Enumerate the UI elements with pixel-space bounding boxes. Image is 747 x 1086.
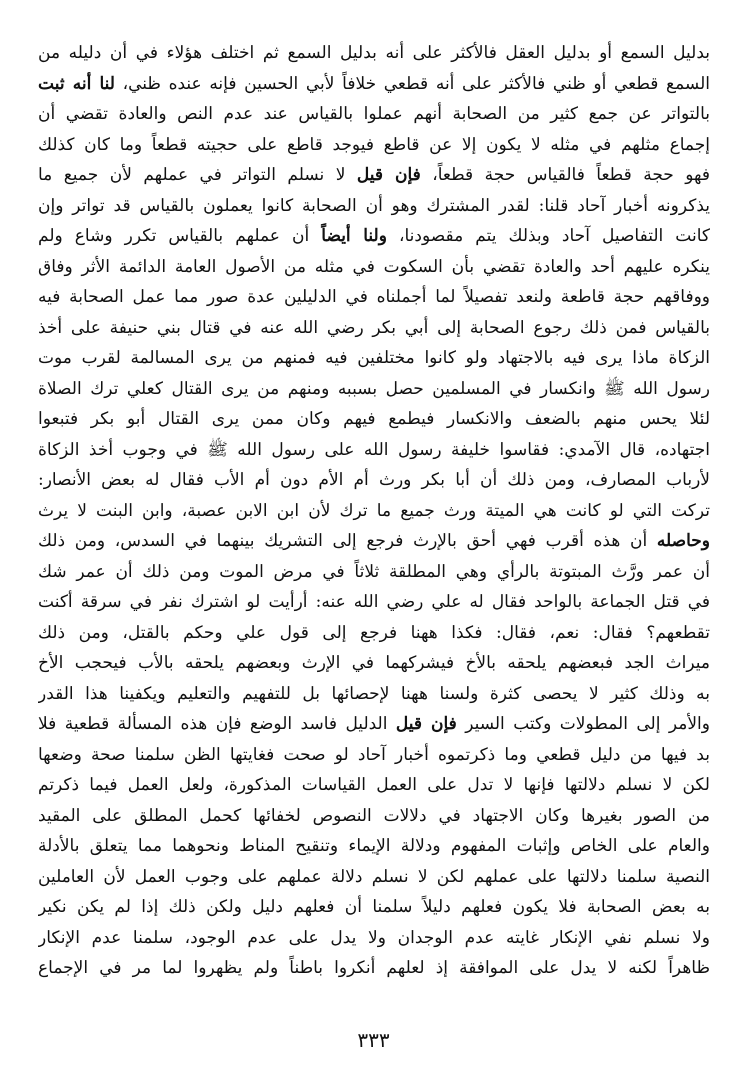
text-line [38, 38, 710, 69]
text-segment: ووفاقهم حجة قاطعة ولنعد تفصيلاً لما أجملناه في الدليلين عدة صور مما عمل الصحابة فيه [38, 287, 710, 307]
text-segment: ميراث الجد فبعضهم يلحقه بالأخ فيشركهما في الإرث وبعضهم يلحقه بالأب فيحجب الأخ [38, 653, 710, 673]
text-segment: كانت التفاصيل آحاد وبذلك يتم مقصودنا، [386, 226, 710, 246]
text-segment: فهو حجة قطعاً فالقياس حجة قطعاً، [420, 165, 710, 185]
text-segment: اجتهاده، قال الآمدي: فقاسوا خليفة رسول الله على رسول الله ﷺ في وجوب أخذ الزكاة [38, 439, 710, 460]
text-segment: في قتل الجماعة بالواحد فقال له علي رضي الله عنه: أرأيت لو اشترك نفر في سرقة أكنت [38, 592, 710, 612]
text-line [38, 526, 710, 557]
text-segment: ولا نسلم نفي الإنكار غايته عدم الوجدان ولا يدل على عدم الوجود، سلمنا عدم الإنكار [38, 927, 710, 948]
text-line [38, 191, 710, 222]
text-segment: السمع قطعي أو ظني فالأكثر على أنه قطعي خلافاً لأبي الحسين فإنه عنده ظني، [114, 73, 710, 94]
text-segment: به وذلك كثير لا يحصى كثرة ولسنا ههنا لإحصائها بل للتفهيم والتعليم ويكفينا هذا القدر [38, 683, 710, 704]
text-line [38, 374, 710, 405]
text-segment: الزكاة ماذا يرى فيه بالاجتهاد ولو كانوا مختلفين فيه فمنهم من يرى المسالمة لقرب موت [38, 348, 710, 368]
text-segment: تقطعهم؟ فقال: نعم، فقال: فكذا ههنا فرجع إلى قول علي وحكم بالقتل، ومن ذلك [38, 622, 710, 643]
text-segment: الدليل فاسد الوضع فإن هذه المسألة قطعية فلا [38, 714, 396, 734]
text-segment: ظاهراً لكنه لا يدل على الموافقة إذ لعلهم أنكروا باطناً ولم يظهروا لما مر في الإجماع [38, 958, 710, 978]
text-line [38, 892, 710, 923]
text-segment: والعام على الخاص وإثبات المفهوم ودلالة الإيماء وتنقيح المناط ونحوهما مما يتعلق بالأدلة [38, 836, 710, 856]
text-segment: رسول الله ﷺ وانكسار في المسلمين حصل بسببه ومنهم من يرى القتال كعلي ترك الصلاة [38, 378, 710, 399]
text-segment: لئلا يحس منهم بالضعف والانكسار فيطمع فيهم وكان ممن يرى القتال أبو بكر فتبعوا [38, 409, 710, 429]
text-segment: بدليل السمع أو بدليل العقل فالأكثر على أنه بدليل السمع ثم اختلف هؤلاء في أن دليله من [38, 43, 710, 63]
text-line [38, 618, 710, 649]
bold-text-segment: وحاصله [656, 531, 710, 551]
page-number: ٣٣٣ [357, 1028, 390, 1052]
text-segment: أن عمر ورَّث المبتوتة بالرأي وهي المطلقة ثلاثاً في مرض الموت ومن ذلك أن عمر شك [38, 561, 710, 582]
text-line [38, 435, 710, 466]
text-segment: والأمر إلى المطولات وكتب السير [456, 714, 710, 734]
text-line [38, 465, 710, 496]
text-line [38, 99, 710, 130]
text-line [38, 221, 710, 252]
text-segment: تركت التي لو كانت هي الميتة ورث جميع ما ترك لأن ابن الابن عصبة، وابن البنت لا يرث [38, 500, 710, 521]
text-segment: لا نسلم التواتر في عملهم لأن جميع ما [38, 165, 357, 185]
text-segment: بالتواتر عن جمع كثير من الصحابة أنهم عملوا بالقياس عند عدم النص والعادة تقضي أن [38, 104, 710, 124]
text-line [38, 953, 710, 984]
text-segment: أن هذه أقرب فهي أحق بالإرث فرجع إلى التشريك بينهما في السدس، ومن ذلك [38, 531, 657, 551]
text-line [38, 282, 710, 313]
text-line [38, 679, 710, 710]
text-line [38, 770, 710, 801]
text-segment: ينكره عليهم أحد والعادة تقضي بأن السكوت في مثله من الأصول العامة الدائمة الأثر وفاق [38, 256, 710, 277]
text-line [38, 69, 710, 100]
text-segment: من الصور بغيرها وكان الاجتهاد في دلالات النصوص لخفائها كحمل المطلق على المقيد [38, 805, 710, 826]
bold-text-segment: ولنا أيضاً [321, 226, 387, 246]
text-segment: يذكرونه أخبار آحاد قلنا: لقدر المشترك وهو أن الصحابة كانوا يعملون بالقياس قد تواتر وإن [38, 195, 710, 216]
text-line [38, 313, 710, 344]
text-line [38, 709, 710, 740]
text-line [38, 160, 710, 191]
text-segment: أن عملهم بالقياس تكرر وشاع ولم [38, 226, 322, 246]
body-text [38, 38, 710, 984]
text-segment: إجماع مثلهم في مثله لا يكون إلا عن قاطع فيوجد قاطع على حجيته قطعاً وما كان كذلك [38, 134, 710, 155]
bold-text-segment: فإن قيل [395, 714, 457, 734]
text-line [38, 648, 710, 679]
text-line [38, 862, 710, 893]
text-line [38, 557, 710, 588]
bold-text-segment: لنا أنه ثبت [38, 73, 115, 94]
text-line [38, 343, 710, 374]
text-line [38, 252, 710, 283]
text-line [38, 740, 710, 771]
text-line [38, 404, 710, 435]
text-line [38, 923, 710, 954]
text-line [38, 801, 710, 832]
text-line [38, 496, 710, 527]
text-segment: النصية سلمنا دلالتها على عملهم لكن لا نسلم دلالة عملهم على وجوب العمل لأن العاملين [38, 866, 710, 887]
text-line [38, 130, 710, 161]
text-line [38, 587, 710, 618]
text-segment: لأرباب المصارف، ومن ذلك أن أبا بكر ورث أم الأم دون أم الأب فقال له بعض الأنصار: [38, 470, 710, 490]
bold-text-segment: فإن قيل [356, 165, 421, 185]
text-segment: به بعض الصحابة فلا يكون فعلهم دليلاً سلمنا أن فعلهم دليل ولكن ذلك إذا لم يكن نكير [38, 897, 710, 917]
text-segment: بالقياس فمن ذلك رجوع الصحابة إلى أبي بكر رضي الله عنه في قتال بني حنيفة على أخذ [38, 317, 710, 338]
text-segment: بد فيها من دليل قطعي وما ذكرتموه أخبار آحاد لو صحت فغايتها الظن سلمنا صحة وضعها [38, 744, 710, 765]
text-line [38, 831, 710, 862]
text-segment: لكن لا نسلم دلالتها فإنها لا تدل على العمل القياسات المذكورة، ولعل العمل فيما ذكرتم [38, 775, 710, 795]
